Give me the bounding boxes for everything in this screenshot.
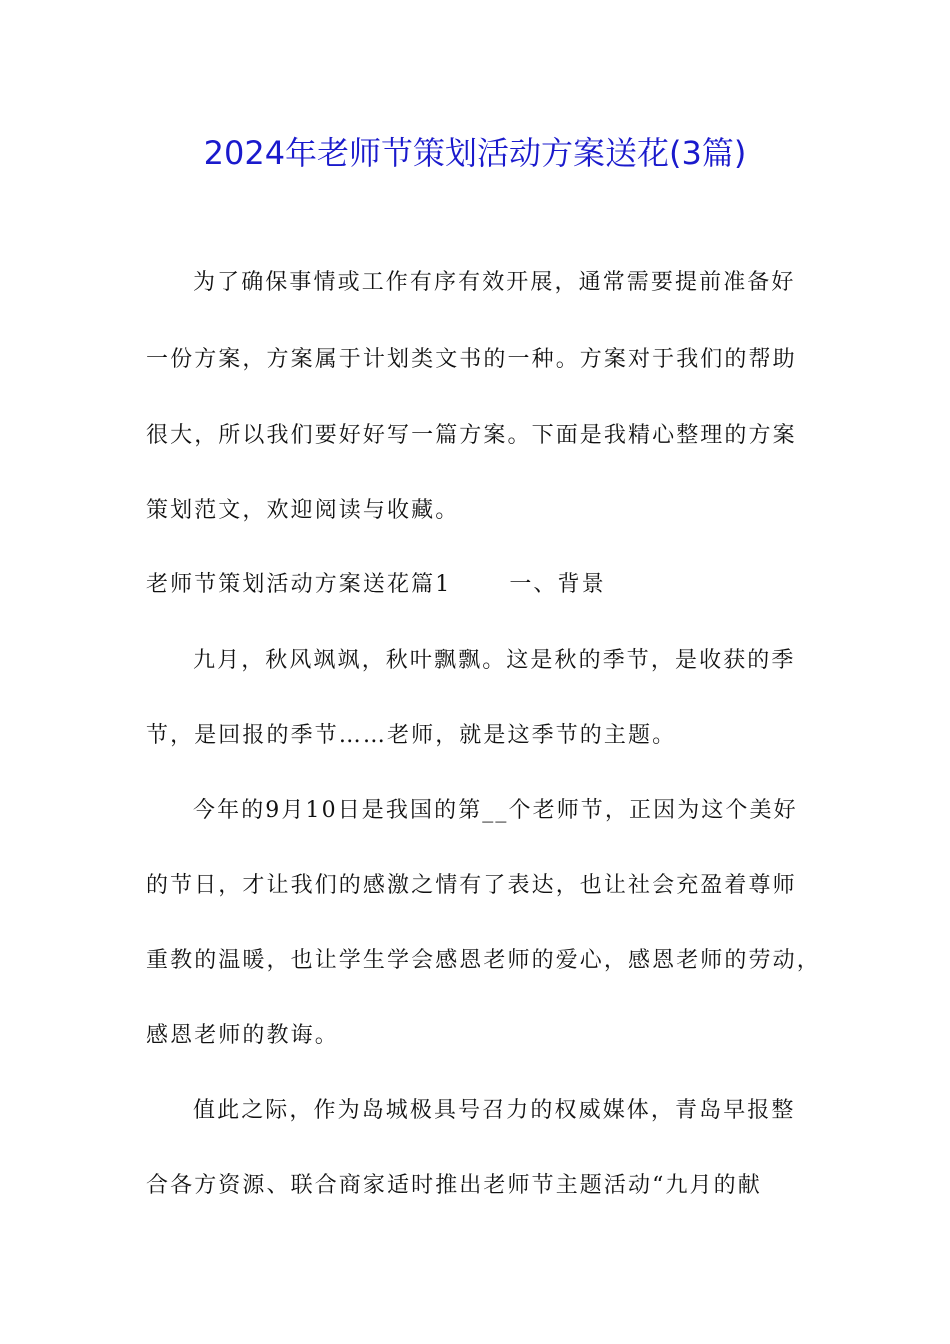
- section-heading: 老师节策划活动方案送花篇1: [146, 572, 452, 597]
- paragraph-line: 节，是回报的季节……老师，就是这季节的主题。: [146, 723, 677, 748]
- section-heading-line: [146, 570, 606, 600]
- paragraph-line: 合各方资源、联合商家适时推出老师节主题活动“九月的献: [146, 1173, 762, 1198]
- paragraph-line: 一份方案，方案属于计划类文书的一种。方案对于我们的帮助: [146, 347, 797, 372]
- paragraph-line: 的节日，才让我们的感激之情有了表达，也让社会充盈着尊师: [146, 873, 797, 898]
- document-title: 2024年老师节策划活动方案送花(3篇): [203, 134, 747, 172]
- paragraph-line: 策划范文，欢迎阅读与收藏。: [146, 498, 460, 523]
- paragraph-line: 九月，秋风飒飒，秋叶飘飘。这是秋的季节，是收获的季: [193, 648, 796, 673]
- paragraph-line: 重教的温暖，也让学生学会感恩老师的爱心，感恩老师的劳动，: [146, 948, 821, 973]
- paragraph-line: 值此之际，作为岛城极具号召力的权威媒体，青岛早报整: [193, 1098, 796, 1123]
- paragraph-line: 很大，所以我们要好好写一篇方案。下面是我精心整理的方案: [146, 423, 797, 448]
- paragraph-line: 今年的9月10日是我国的第__个老师节，正因为这个美好: [193, 798, 798, 823]
- paragraph-line: 感恩老师的教诲。: [146, 1023, 339, 1048]
- subheading: 一、背景: [509, 572, 606, 597]
- paragraph-line: 为了确保事情或工作有序有效开展，通常需要提前准备好: [193, 270, 796, 295]
